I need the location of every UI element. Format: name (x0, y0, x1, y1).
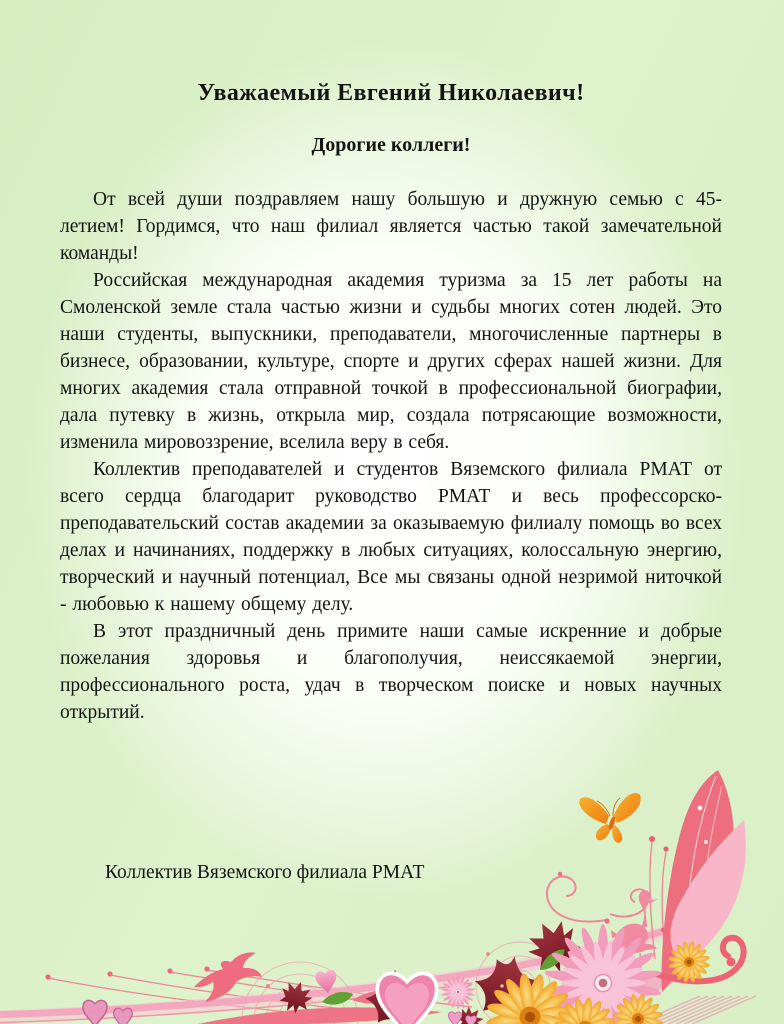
spiral-vine (547, 872, 648, 924)
letter-paragraph: Коллектив преподавателей и студентов Вяземского филиала РМАТ от всего сердца благодарит руководство РМАТ и весь профессорско-преподавательский состав академии за оказываемую филиалу помощь во всех делах и начинаниях, поддержку в любых ситуациях, колоссальную энергию, творческий и научный потенциал, Все мы связаны одной незримой ниточкой - любовью к нашему общему делу. (60, 458, 722, 615)
curl-swirl (656, 938, 744, 981)
pink-gerbera-icon (544, 924, 662, 1024)
pink-gerbera-small-icon (441, 975, 475, 1009)
swirl-lines-left (45, 966, 472, 1017)
heart-icon (315, 969, 428, 995)
maple-leaf-icon (276, 912, 588, 1024)
yellow-daisy-icon (477, 938, 714, 1024)
dark-red-flower-icon (321, 945, 569, 1024)
letter-body (60, 80, 722, 726)
big-heart-icon (83, 973, 476, 1024)
pink-swoosh (198, 970, 692, 1024)
letter-paragraph: Российская международная академия туризма за 15 лет работы на Смоленской земле стала частью жизни и судьбы многих сотен людей. Это наши студенты, выпускники, преподаватели, многочисленные партнеры в бизнесе, образовании, культуре, спорте и других сферах нашей жизни. Для многих академия стала отправной точкой в профессиональной биографии, дала путевку в жизнь, открыла мир, создала потрясающие возможности, изменила мировоззрение, вселила веру в себя. (60, 269, 722, 453)
letter-signature: Коллектив Вяземского филиала РМАТ (105, 862, 425, 883)
teardrop-swoosh (662, 770, 734, 992)
crane-bird-icon (611, 890, 659, 968)
letter-subtitle: Дорогие коллеги! (311, 133, 471, 156)
ribbon-swoosh (0, 917, 706, 1023)
circle-ornament (242, 942, 564, 1024)
letter-paragraph: От всей души поздравляем нашу большую и дружную семью с 45-летием! Гордимся, что наш филиал является частью такой замечательной команды! (60, 188, 722, 264)
letter-paragraphs (60, 186, 722, 726)
letter-title: Уважаемый Евгений Николаевич! (197, 80, 585, 106)
butterfly-icon (579, 793, 641, 843)
flying-bird-icon (194, 952, 262, 1002)
striped-pattern (636, 996, 756, 1024)
crescent-ribbon (670, 820, 745, 965)
stems-with-dots (649, 782, 712, 974)
letter-paragraph: В этот праздничный день примите наши самые искренние и добрые пожелания здоровья и благополучия, неиссякаемой энергии, профессионального роста, удач в творческом поиске и новых научных открытий. (60, 620, 722, 723)
